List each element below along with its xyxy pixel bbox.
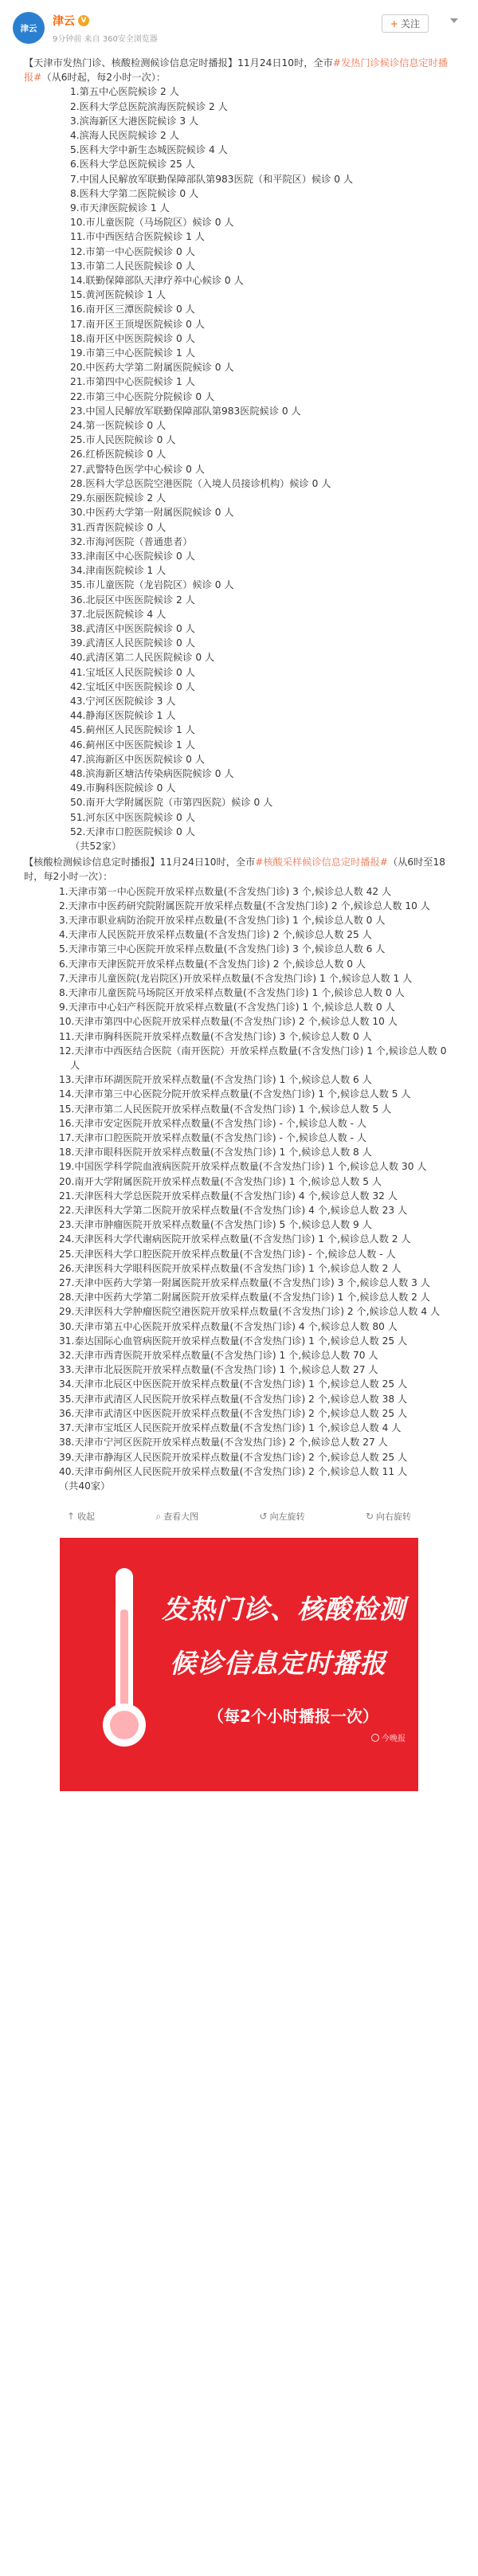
section2-list-item: 10.天津市第四中心医院开放采样点数量(不含发热门诊) 2 个,候诊总人数 10 人	[59, 1016, 398, 1028]
rotate-left-label: 向左旋转	[269, 1511, 305, 1523]
section2-count: （共40家）	[59, 1480, 111, 1492]
collapse-button[interactable]	[67, 1510, 95, 1523]
section1-list-item: 28.医科大学总医院空港医院（入境人员接诊机构）候诊 0 人	[70, 477, 331, 489]
plus-icon: +	[390, 18, 398, 29]
section2-lead-prefix: 【核酸检测候诊信息定时播报】11月24日10时，全市	[24, 857, 256, 868]
section2-list-item: 30.天津市第五中心医院开放采样点数量(不含发热门诊) 4 个,候诊总人数 80 人	[59, 1320, 398, 1332]
section1-list-item: 42.宝坻区中医医院候诊 0 人	[70, 680, 195, 692]
section2-list-item: 20.南开大学附属医院开放采样点数量(不含发热门诊) 1 个,候诊总人数 5 人	[59, 1175, 382, 1187]
section2-list-item: 35.天津市武清区人民医院开放采样点数量(不含发热门诊) 2 个,候诊总人数 38 人	[59, 1393, 408, 1405]
section1-list-item: 36.北辰区中医医院候诊 2 人	[70, 594, 195, 606]
section2-list-item: 33.天津市北辰医院开放采样点数量(不含发热门诊) 1 个,候诊总人数 27 人	[59, 1364, 378, 1376]
section2-hashtag-link[interactable]: #核酸采样候诊信息定时播报#	[255, 857, 388, 868]
section1-list-item: 19.市第三中心医院候诊 1 人	[70, 347, 195, 359]
section2-list-item: 5.天津市第三中心医院开放采样点数量(不含发热门诊) 3 个,候诊总人数 6 人	[59, 943, 386, 955]
section2-list-item: 32.天津市西青医院开放采样点数量(不含发热门诊) 1 个,候诊总人数 70 人	[59, 1350, 378, 1362]
section2-list-item: 26.天津医科大学眼科医院开放采样点数量(不含发热门诊) 1 个,候诊总人数 2 人	[59, 1262, 402, 1274]
section1-list-item: 15.黄河医院候诊 1 人	[70, 289, 167, 301]
section1-list-item: 2.医科大学总医院滨海医院候诊 2 人	[70, 100, 228, 112]
section1-lead-suffix: （从6时起，每2小时一次）：	[41, 72, 167, 84]
magnifier-icon: ⌕	[155, 1510, 162, 1522]
chevron-down-icon[interactable]	[448, 16, 460, 27]
section2-list-item: 7.天津市儿童医院(龙岩院区)开放采样点数量(不含发热门诊) 1 个,候诊总人数 1 人	[59, 972, 413, 984]
section1-list-item: 31.西青医院候诊 0 人	[70, 521, 167, 533]
section1-list-item: 12.市第一中心医院候诊 0 人	[70, 245, 195, 257]
view-large-label: 查看大图	[163, 1511, 199, 1523]
section1-list-item: 26.红桥医院候诊 0 人	[70, 449, 167, 461]
section2-list-item: 24.天津医科大学代谢病医院开放采样点数量(不含发热门诊) 1 个,候诊总人数 2 人	[59, 1233, 411, 1245]
section1-list-item: 14.联勤保障部队天津疗养中心候诊 0 人	[70, 275, 244, 287]
section1-list-item: 5.医科大学中新生态城医院候诊 4 人	[70, 144, 228, 156]
section2-list-item: 29.天津医科大学肿瘤医院空港医院开放采样点数量(不含发热门诊) 2 个,候诊总人数 4 人	[59, 1306, 441, 1318]
rotate-right-label: 向右旋转	[376, 1511, 411, 1523]
poster-subtitle: （每2个小时播报一次）	[208, 1707, 378, 1727]
section2-list-item: 27.天津中医药大学第一附属医院开放采样点数量(不含发热门诊) 3 个,候诊总人数 3 人	[59, 1277, 430, 1289]
section1-list-item: 9.市天津医院候诊 1 人	[70, 202, 170, 214]
section1-list-item: 8.医科大学第二医院候诊 0 人	[70, 187, 199, 199]
verified-badge-icon: V	[78, 15, 89, 26]
follow-button[interactable]	[382, 14, 429, 33]
watermark-text: 今晚报	[382, 1735, 406, 1744]
watermark-logo-icon	[371, 1734, 379, 1742]
section1-list-item: 49.市胸科医院候诊 0 人	[70, 782, 176, 794]
announcement-poster-image[interactable]	[60, 1538, 418, 1791]
section2-list-item: 17.天津市口腔医院开放采样点数量(不含发热门诊) - 个,候诊总人数 - 人	[59, 1132, 367, 1144]
section1-list-item: 4.滨海人民医院候诊 2 人	[70, 130, 179, 142]
author-meta	[53, 13, 158, 44]
post-subtitle: 9分钟前 来自 360安全浏览器	[53, 34, 158, 44]
section2-list-item: 15.天津市第二人民医院开放采样点数量(不含发热门诊) 1 个,候诊总人数 5 人	[59, 1103, 392, 1115]
poster-title-line1: 发热门诊、核酸检测	[162, 1594, 406, 1625]
section1-list-item: 39.武清区人民医院候诊 0 人	[70, 637, 195, 649]
post-content	[0, 56, 478, 1493]
section1-list-item: 22.市第三中心医院分院候诊 0 人	[70, 390, 215, 402]
section1-list-item: 35.市儿童医院（龙岩院区）候诊 0 人	[70, 579, 234, 591]
section1-list-item: 50.南开大学附属医院（市第四医院）候诊 0 人	[70, 797, 273, 809]
section2-list-item: 34.天津市北辰区中医医院开放采样点数量(不含发热门诊) 1 个,候诊总人数 25 人	[59, 1378, 408, 1390]
section1-hashtag-link[interactable]: #发热门诊候诊信息定时播报#	[24, 57, 449, 84]
fever-clinic-list	[24, 84, 454, 839]
section1-list-item: 6.医科大学总医院候诊 25 人	[70, 159, 195, 171]
section1-lead-prefix: 【天津市发热门诊、核酸检测候诊信息定时播报】11月24日10时，全市	[24, 57, 333, 69]
section2-list-item: 1.天津市第一中心医院开放采样点数量(不含发热门诊) 3 个,候诊总人数 42 人	[59, 885, 392, 897]
section2-list-item: 14.天津市第三中心医院分院开放采样点数量(不含发热门诊) 1 个,候诊总人数 5 人	[59, 1088, 411, 1100]
post-header	[0, 0, 478, 53]
section2-list-item: 21.天津医科大学总医院开放采样点数量(不含发热门诊) 4 个,候诊总人数 32 人	[59, 1190, 398, 1202]
section1-lead	[24, 56, 454, 84]
section2-list-item: 18.天津市眼科医院开放采样点数量(不含发热门诊) 1 个,候诊总人数 8 人	[59, 1147, 372, 1159]
section1-list-item: 17.南开区王顶堤医院候诊 0 人	[70, 318, 205, 330]
section1-list-item: 38.武清区中医医院候诊 0 人	[70, 622, 195, 634]
section1-list-item: 44.静海区医院候诊 1 人	[70, 710, 176, 722]
section1-list-item: 52.天津市口腔医院候诊 0 人	[70, 825, 195, 837]
section1-list-item: 1.第五中心医院候诊 2 人	[70, 86, 179, 98]
section2-list-item: 11.天津市胸科医院开放采样点数量(不含发热门诊) 3 个,候诊总人数 0 人	[59, 1030, 372, 1042]
section1-list-item: 46.蓟州区中医医院候诊 1 人	[70, 739, 195, 751]
collapse-icon: ↑	[67, 1511, 76, 1523]
section1-list-item: 33.津南区中心医院候诊 0 人	[70, 550, 195, 562]
section2-list-item: 23.天津市肿瘤医院开放采样点数量(不含发热门诊) 5 个,候诊总人数 9 人	[59, 1219, 372, 1231]
view-large-button[interactable]	[155, 1510, 198, 1523]
section1-list-item: 48.滨海新区塘沽传染病医院候诊 0 人	[70, 767, 234, 779]
section1-list-item: 18.南开区中医医院候诊 0 人	[70, 332, 195, 344]
section2-list-item: 22.天津医科大学第二医院开放采样点数量(不含发热门诊) 4 个,候诊总人数 23 人	[59, 1205, 408, 1217]
section2-list-item: 19.中国医学科学院血液病医院开放采样点数量(不含发热门诊) 1 个,候诊总人数 30 人	[59, 1161, 427, 1173]
section2-list-item: 16.天津市安定医院开放采样点数量(不含发热门诊) - 个,候诊总人数 - 人	[59, 1117, 367, 1129]
section1-list-item: 34.津南医院候诊 1 人	[70, 565, 167, 577]
section1-count: （共52家）	[70, 840, 122, 852]
section1-list-item: 25.市人民医院候诊 0 人	[70, 434, 176, 446]
section2-list-item: 9.天津市中心妇产科医院开放采样点数量(不含发热门诊) 1 个,候诊总人数 0 人	[59, 1002, 395, 1014]
section1-list-item: 3.滨海新区大港医院候诊 3 人	[70, 115, 199, 127]
rotate-right-button[interactable]	[366, 1510, 411, 1523]
section2-list-item: 28.天津中医药大学第二附属医院开放采样点数量(不含发热门诊) 1 个,候诊总人数 2 人	[59, 1292, 430, 1304]
section2-list-item: 2.天津市中医药研究院附属医院开放采样点数量(不含发热门诊) 2 个,候诊总人数 10 人	[59, 900, 430, 912]
section2-list-item: 4.天津市人民医院开放采样点数量(不含发热门诊) 2 个,候诊总人数 25 人	[59, 929, 372, 941]
follow-label: 关注	[400, 18, 420, 29]
author-name[interactable]: 津云	[53, 14, 75, 28]
section2-list-item: 13.天津市环湖医院开放采样点数量(不含发热门诊) 1 个,候诊总人数 6 人	[59, 1074, 372, 1086]
section1-list-item: 16.南开区三潭医院候诊 0 人	[70, 304, 195, 316]
poster-watermark	[371, 1731, 406, 1743]
collapse-label: 收起	[77, 1511, 96, 1523]
section2-list-item: 6.天津市天津医院开放采样点数量(不含发热门诊) 2 个,候诊总人数 0 人	[59, 958, 366, 970]
section2-list-item: 8.天津市儿童医院马场院区开放采样点数量(不含发热门诊) 1 个,候诊总人数 0 人	[59, 987, 405, 998]
section1-list-item: 30.中医药大学第一附属医院候诊 0 人	[70, 507, 234, 519]
avatar-text: 津云	[20, 23, 37, 33]
section2-list-item: 40.天津市蓟州区人民医院开放采样点数量(不含发热门诊) 2 个,候诊总人数 11 人	[59, 1465, 408, 1477]
section1-list-item: 41.宝坻区人民医院候诊 0 人	[70, 666, 195, 678]
section1-list-item: 43.宁河区医院候诊 3 人	[70, 695, 176, 707]
section1-list-item: 32.市海河医院（普通患者）	[70, 535, 193, 547]
rotate-left-icon: ↺	[259, 1511, 268, 1523]
section1-list-item: 21.市第四中心医院候诊 1 人	[70, 376, 195, 388]
section2-list-item: 31.泰达国际心血管病医院开放采样点数量(不含发热门诊) 1 个,候诊总人数 25 人	[59, 1335, 408, 1347]
rotate-right-icon: ↻	[365, 1511, 374, 1523]
section1-list-item: 37.北辰医院候诊 4 人	[70, 608, 167, 620]
section2-list-item: 3.天津市职业病防治院开放采样点数量(不含发热门诊) 1 个,候诊总人数 0 人	[59, 914, 386, 926]
section2-list-item: 37.天津市宝坻区人民医院开放采样点数量(不含发热门诊) 1 个,候诊总人数 4 人	[59, 1422, 402, 1434]
section2-list-item: 38.天津市宁河区医院开放采样点数量(不含发热门诊) 2 个,候诊总人数 27 人	[59, 1437, 388, 1449]
section2-lead	[24, 855, 454, 884]
author-row	[53, 13, 158, 29]
poster-title-line2: 候诊信息定时播报	[170, 1648, 386, 1680]
section1-list-item: 23.中国人民解放军联勤保障部队第983医院候诊 0 人	[70, 405, 301, 417]
section1-list-item: 29.东丽医院候诊 2 人	[70, 492, 167, 504]
section1-list-item: 11.市中西医结合医院候诊 1 人	[70, 231, 205, 243]
nucleic-test-list	[24, 884, 454, 1479]
section1-list-item: 20.中医药大学第二附属医院候诊 0 人	[70, 362, 234, 374]
section1-list-item: 27.武警特色医学中心候诊 0 人	[70, 463, 205, 475]
section2-list-item: 39.天津市静海区人民医院开放采样点数量(不含发热门诊) 2 个,候诊总人数 25 人	[59, 1451, 408, 1463]
image-toolbar	[0, 1496, 478, 1528]
section1-list-item: 13.市第二人民医院候诊 0 人	[70, 260, 195, 272]
section1-list-item: 7.中国人民解放军联勤保障部队第983医院（和平院区）候诊 0 人	[70, 173, 354, 185]
section2-list-item: 25.天津医科大学口腔医院开放采样点数量(不含发热门诊) - 个,候诊总人数 - 人	[59, 1248, 396, 1260]
section1-list-item: 47.滨海新区中医医院候诊 0 人	[70, 753, 205, 765]
rotate-left-button[interactable]	[260, 1510, 305, 1523]
section2-lead-suffix: （从6时至18时，每2小时一次）：	[24, 857, 445, 883]
section1-list-item: 40.武清区第二人民医院候诊 0 人	[70, 652, 215, 664]
section1-list-item: 24.第一医院候诊 0 人	[70, 420, 167, 432]
section2-list-item: 36.天津市武清区中医医院开放采样点数量(不含发热门诊) 2 个,候诊总人数 25 人	[59, 1407, 408, 1419]
avatar[interactable]	[13, 12, 45, 44]
section1-list-item: 45.蓟州区人民医院候诊 1 人	[70, 724, 195, 736]
section1-list-item: 10.市儿童医院（马场院区）候诊 0 人	[70, 217, 234, 229]
section1-list-item: 51.河东区中医医院候诊 0 人	[70, 811, 195, 823]
section2-list-item: 12.天津市中西医结合医院（南开医院）开放采样点数量(不含发热门诊) 1 个,候诊总人数 0 人	[59, 1045, 447, 1072]
thermometer-icon	[103, 1568, 146, 1751]
